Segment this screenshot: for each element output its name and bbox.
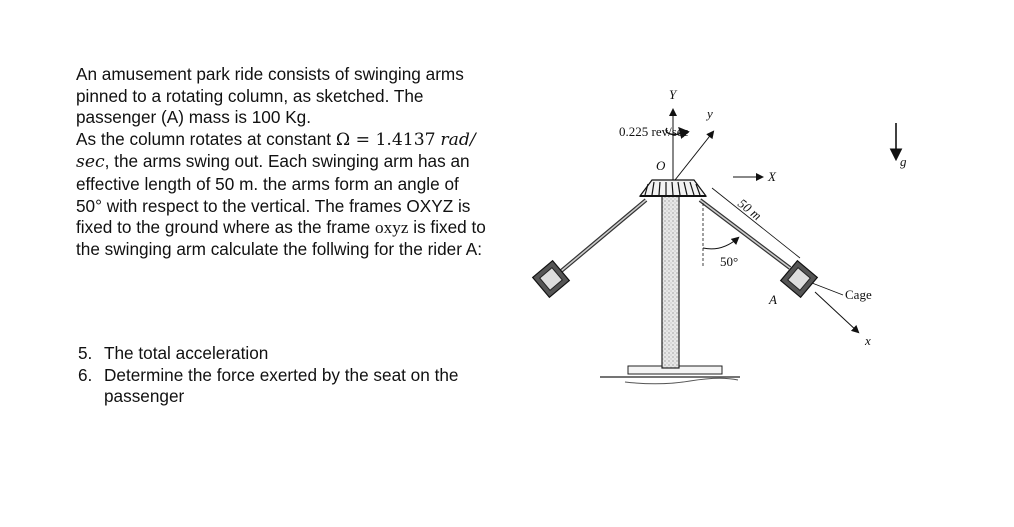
ground-hatch bbox=[625, 378, 738, 384]
problem-text: is fixed to bbox=[408, 217, 486, 238]
question-number: 5. bbox=[78, 343, 93, 363]
x-axis-label: x bbox=[865, 333, 871, 348]
left-swing-arm-highlight bbox=[560, 200, 646, 272]
omega-unit: rad/ bbox=[440, 129, 476, 150]
Y-axis-label: Y bbox=[669, 87, 677, 102]
problem-line: effective length of 50 m. the arms form an angle of bbox=[76, 173, 459, 194]
cage-label: Cage bbox=[845, 287, 872, 302]
question-text: Determine the force exerted by the seat on the bbox=[104, 364, 459, 385]
y-axis-label: y bbox=[707, 106, 713, 121]
angle-label: 50° bbox=[720, 254, 739, 269]
rotation-rate-label: 0.225 rev/sec bbox=[619, 124, 689, 139]
omega-value: Ω = 1.4137 bbox=[335, 129, 436, 150]
problem-text: fixed to the ground where as the frame bbox=[76, 217, 376, 238]
question-continuation: passenger bbox=[104, 386, 185, 407]
frame-name: oxyz bbox=[375, 218, 409, 238]
origin-label: O bbox=[656, 158, 666, 173]
angle-arc bbox=[703, 238, 738, 249]
question-number: 6. bbox=[78, 364, 93, 385]
problem-line: 50° with respect to the vertical. The frames OXYZ is bbox=[76, 195, 471, 216]
omega-unit-sec: sec bbox=[76, 152, 105, 173]
arm-length-label: 50 m bbox=[735, 195, 765, 224]
question-text: The total acceleration bbox=[104, 343, 269, 363]
y-axis-arrow bbox=[675, 132, 713, 180]
problem-line: An amusement park ride consists of swinging arms bbox=[76, 64, 464, 84]
problem-line: pinned to a rotating column, as sketched. The bbox=[76, 85, 424, 106]
passenger-A-label: A bbox=[769, 292, 777, 307]
problem-text: As the column rotates at constant bbox=[76, 128, 336, 149]
problem-line: passenger (A) mass is 100 Kg. bbox=[76, 107, 312, 128]
problem-line: the swinging arm calculate the follwing for the rider A: bbox=[76, 238, 483, 259]
problem-text: , the arms swing out. Each swinging arm has an bbox=[104, 151, 470, 172]
gravity-label: g bbox=[900, 154, 907, 169]
X-axis-label: X bbox=[768, 169, 776, 184]
length-dimension-line bbox=[712, 188, 800, 258]
rotating-column bbox=[662, 196, 679, 368]
